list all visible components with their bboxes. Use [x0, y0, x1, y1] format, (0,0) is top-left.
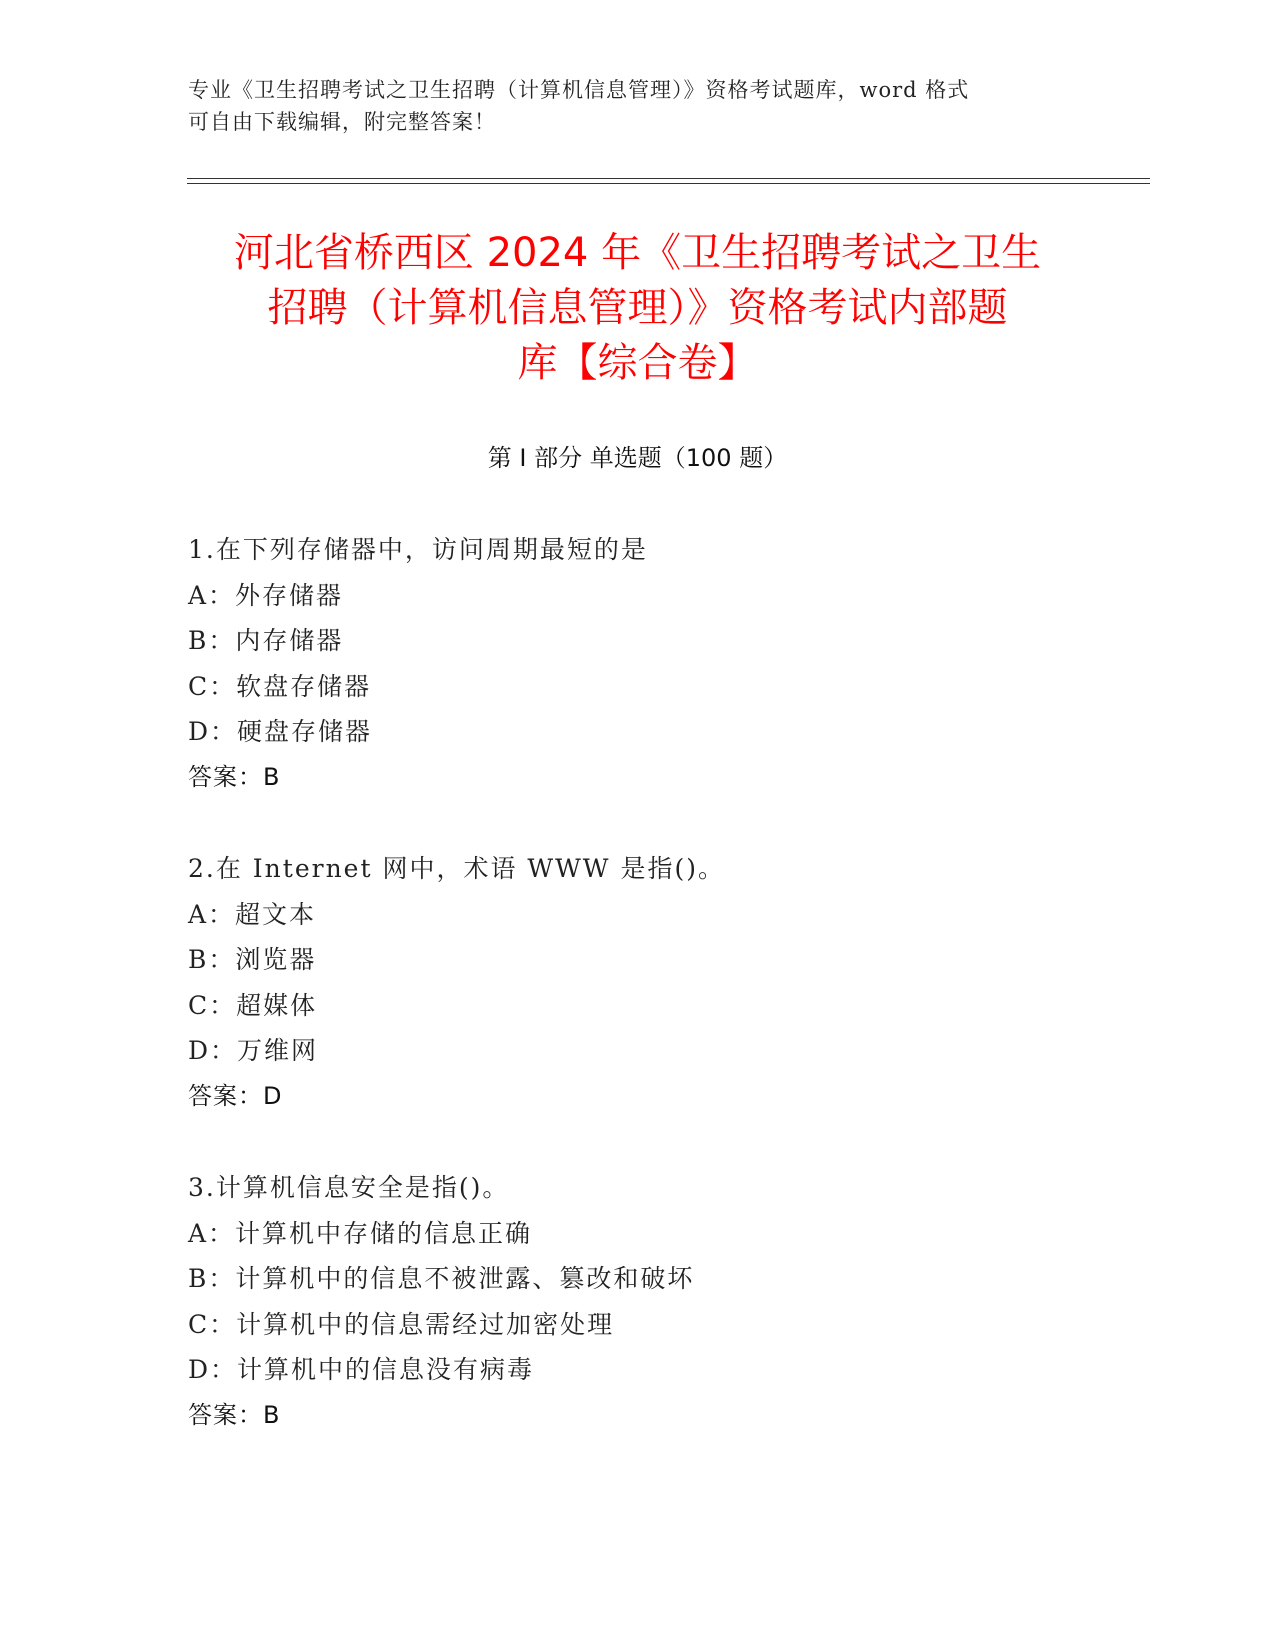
- question-item: [188, 846, 1138, 1119]
- question-list: [188, 527, 1138, 1484]
- header-divider: [187, 183, 1150, 184]
- option-d: D：计算机中的信息没有病毒: [188, 1355, 535, 1384]
- option-c: C：计算机中的信息需经过加密处理: [188, 1309, 615, 1339]
- option-d: D：硬盘存储器: [188, 717, 373, 746]
- title-line: 河北省桥西区 2024 年《卫生招聘考试之卫生: [233, 230, 1042, 276]
- option-c: C：超媒体: [188, 990, 318, 1020]
- header-note-line: 可自由下载编辑，附完整答案！: [188, 110, 496, 134]
- option-b: B：计算机中的信息不被泄露、篡改和破坏: [188, 1264, 695, 1293]
- option-a: A：计算机中存储的信息正确: [188, 1218, 533, 1248]
- title-line: 库【综合卷】: [517, 340, 758, 386]
- question-item: [188, 527, 1138, 800]
- option-a: A：外存储器: [188, 580, 344, 610]
- option-b: B：内存储器: [188, 626, 344, 655]
- question-stem: 3.计算机信息安全是指()。: [188, 1173, 510, 1202]
- section-heading: 第 I 部分 单选题（100 题）: [487, 444, 788, 472]
- title-line: 招聘（计算机信息管理）》资格考试内部题: [267, 285, 1008, 331]
- answer-line: 答案：B: [188, 762, 281, 791]
- answer-line: 答案：D: [188, 1081, 283, 1110]
- question-stem: 1.在下列存储器中，访问周期最短的是: [188, 535, 648, 564]
- document-title: [150, 226, 1125, 391]
- header-divider: [187, 178, 1150, 179]
- header-note: [188, 74, 1088, 138]
- question-item: [188, 1165, 1138, 1438]
- question-stem: 2.在 Internet 网中，术语 WWW 是指()。: [188, 854, 725, 883]
- header-note-line: 专业《卫生招聘考试之卫生招聘（计算机信息管理）》资格考试题库，word 格式: [188, 78, 970, 102]
- option-a: A：超文本: [188, 899, 317, 929]
- option-b: B：浏览器: [188, 945, 317, 974]
- answer-line: 答案：B: [188, 1400, 281, 1429]
- option-d: D：万维网: [188, 1036, 319, 1065]
- option-c: C：软盘存储器: [188, 671, 372, 701]
